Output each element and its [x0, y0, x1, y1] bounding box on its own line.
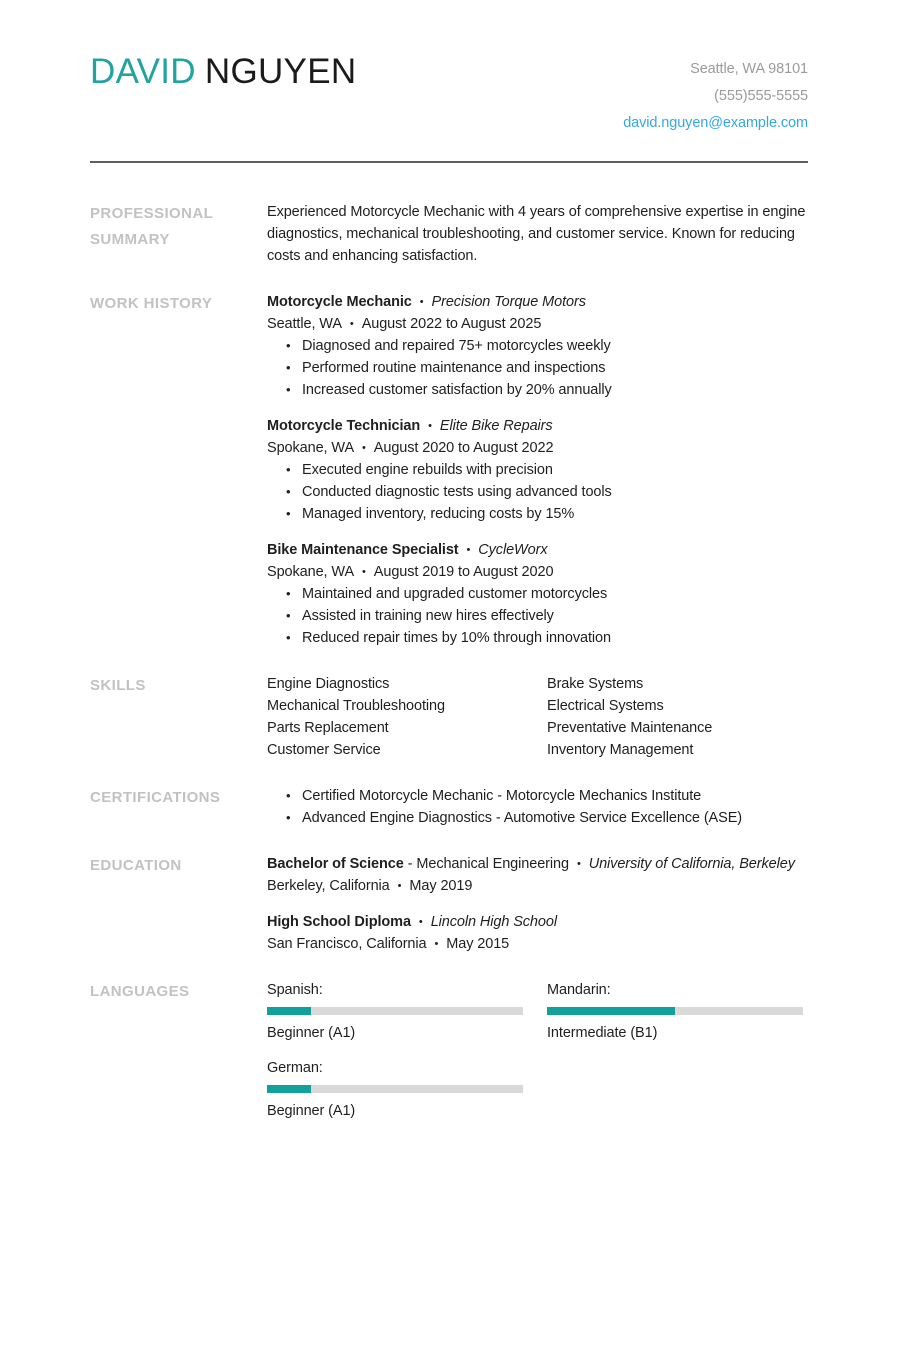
- header-divider: [90, 161, 808, 163]
- job-bullet: • Reduced repair times by 10% through innovation: [267, 627, 808, 649]
- languages-content: [267, 979, 808, 1122]
- job-location: Spokane, WA: [267, 564, 355, 580]
- section-certifications: [90, 785, 808, 829]
- job-bullet: • Managed inventory, reducing costs by 15%: [267, 503, 808, 525]
- education-location: Berkeley, California: [267, 878, 390, 894]
- dot-separator: •: [362, 442, 366, 454]
- job-bullet: • Conducted diagnostic tests using advanced tools: [267, 481, 808, 503]
- job-entry: [267, 539, 808, 649]
- skill-item: Engine Diagnostics: [267, 676, 390, 692]
- education-location: San Francisco, California: [267, 936, 427, 952]
- contact-email-link[interactable]: david.nguyen@example.com: [623, 115, 808, 131]
- job-dates: August 2020 to August 2022: [373, 440, 554, 456]
- section-work-history: [90, 291, 808, 649]
- job-company: Elite Bike Repairs: [439, 418, 553, 434]
- dot-separator: •: [434, 938, 439, 950]
- job-meta-line: [267, 313, 808, 335]
- candidate-first-name: DAVID: [90, 52, 196, 91]
- dot-separator: •: [397, 880, 402, 892]
- education-school: University of California, Berkeley: [588, 856, 795, 872]
- job-title-line: [267, 539, 808, 561]
- skills-column-2: [547, 673, 808, 761]
- language-progress-fill: [267, 1085, 311, 1093]
- language-entry: [547, 979, 803, 1044]
- job-bullet-list: [267, 459, 808, 525]
- job-dates: August 2022 to August 2025: [361, 316, 542, 332]
- skill-item: Customer Service: [267, 742, 381, 758]
- language-progress-track: [267, 1007, 523, 1015]
- contact-block: [623, 50, 808, 137]
- section-skills: [90, 673, 808, 761]
- job-location: Spokane, WA: [267, 440, 355, 456]
- job-location: Seattle, WA: [267, 316, 342, 332]
- job-title: Motorcycle Technician: [267, 418, 421, 434]
- resume-header: [90, 50, 808, 137]
- education-date: May 2019: [409, 878, 473, 894]
- language-name: German:: [267, 1060, 323, 1076]
- skill-item: Preventative Maintenance: [547, 720, 713, 736]
- dot-separator: •: [576, 858, 581, 870]
- dot-separator: •: [466, 544, 471, 556]
- certification-item: • Certified Motorcycle Mechanic - Motorcycle Mechanics Institute: [267, 785, 808, 807]
- skill-item: Brake Systems: [547, 676, 644, 692]
- language-progress-track: [547, 1007, 803, 1015]
- education-degree: Bachelor of Science: [267, 856, 404, 872]
- job-title-line: [267, 415, 808, 437]
- language-progress-fill: [267, 1007, 311, 1015]
- skill-item: Inventory Management: [547, 742, 694, 758]
- skills-label: SKILLS: [90, 677, 146, 694]
- education-date: May 2015: [446, 936, 510, 952]
- job-title: Motorcycle Mechanic: [267, 294, 412, 310]
- language-name: Mandarin:: [547, 982, 611, 998]
- language-entry: [267, 979, 523, 1044]
- job-meta-line: [267, 561, 808, 583]
- job-title: Bike Maintenance Specialist: [267, 542, 459, 558]
- work-history-content: [267, 291, 808, 649]
- languages-grid: [267, 979, 808, 1122]
- education-meta-line: [267, 875, 808, 897]
- language-entry: [267, 1057, 523, 1122]
- language-progress-fill: [547, 1007, 675, 1015]
- job-bullet: • Performed routine maintenance and inspections: [267, 357, 808, 379]
- section-education: [90, 853, 808, 955]
- professional-summary-label: PROFESSIONAL SUMMARY: [90, 205, 213, 248]
- section-languages: [90, 979, 808, 1122]
- dot-separator: •: [362, 566, 366, 578]
- job-bullet: • Diagnosed and repaired 75+ motorcycles weekly: [267, 335, 808, 357]
- language-name: Spanish:: [267, 982, 323, 998]
- language-level: Beginner (A1): [267, 1025, 356, 1041]
- dot-separator: •: [418, 916, 423, 928]
- languages-label: LANGUAGES: [90, 983, 190, 1000]
- certifications-content: [267, 785, 808, 829]
- job-bullet-list: [267, 583, 808, 649]
- language-progress-track: [267, 1085, 523, 1093]
- education-field: - Mechanical Engineering: [407, 856, 569, 872]
- dot-separator: •: [349, 318, 354, 330]
- job-dates: August 2019 to August 2020: [373, 564, 554, 580]
- certification-list: [267, 785, 808, 829]
- job-title-line: [267, 291, 808, 313]
- job-bullet-list: [267, 335, 808, 401]
- skill-item: Parts Replacement: [267, 720, 389, 736]
- job-bullet: • Increased customer satisfaction by 20% annually: [267, 379, 808, 401]
- education-meta-line: [267, 933, 808, 955]
- education-entry: [267, 853, 808, 897]
- job-entry: [267, 415, 808, 525]
- education-degree-line: [267, 911, 808, 933]
- skills-content: [267, 673, 808, 761]
- job-bullet: • Maintained and upgraded customer motorcycles: [267, 583, 808, 605]
- candidate-last-name: NGUYEN: [204, 52, 357, 91]
- dot-separator: •: [428, 420, 432, 432]
- job-entry: [267, 291, 808, 401]
- skill-item: Electrical Systems: [547, 698, 664, 714]
- education-label: EDUCATION: [90, 857, 182, 874]
- language-level: Beginner (A1): [267, 1103, 356, 1119]
- resume-body: [90, 201, 808, 1122]
- job-company: CycleWorx: [478, 542, 548, 558]
- skills-column-1: [267, 673, 547, 761]
- dot-separator: •: [419, 296, 424, 308]
- language-level: Intermediate (B1): [547, 1025, 658, 1041]
- professional-summary-content: [267, 201, 808, 267]
- job-bullet: • Executed engine rebuilds with precision: [267, 459, 808, 481]
- summary-text: Experienced Motorcycle Mechanic with 4 years of comprehensive expertise in engine diagnostics, mechanical troubleshooting, and customer service. Known for reducing costs and enhancing satisfaction.: [267, 204, 806, 264]
- education-entry: [267, 911, 808, 955]
- skill-item: Mechanical Troubleshooting: [267, 698, 445, 714]
- education-degree-line: [267, 853, 808, 875]
- section-professional-summary: [90, 201, 808, 267]
- certification-item: • Advanced Engine Diagnostics - Automotive Service Excellence (ASE): [267, 807, 808, 829]
- certifications-label: CERTIFICATIONS: [90, 789, 221, 806]
- education-content: [267, 853, 808, 955]
- skills-grid: [267, 673, 808, 761]
- candidate-name: [90, 50, 356, 94]
- education-school: Lincoln High School: [430, 914, 557, 930]
- job-meta-line: [267, 437, 808, 459]
- contact-phone: (555)555-5555: [714, 88, 808, 104]
- education-degree: High School Diploma: [267, 914, 411, 930]
- contact-location: Seattle, WA 98101: [690, 61, 808, 77]
- work-history-label: WORK HISTORY: [90, 295, 213, 312]
- job-bullet: • Assisted in training new hires effectively: [267, 605, 808, 627]
- job-company: Precision Torque Motors: [431, 294, 586, 310]
